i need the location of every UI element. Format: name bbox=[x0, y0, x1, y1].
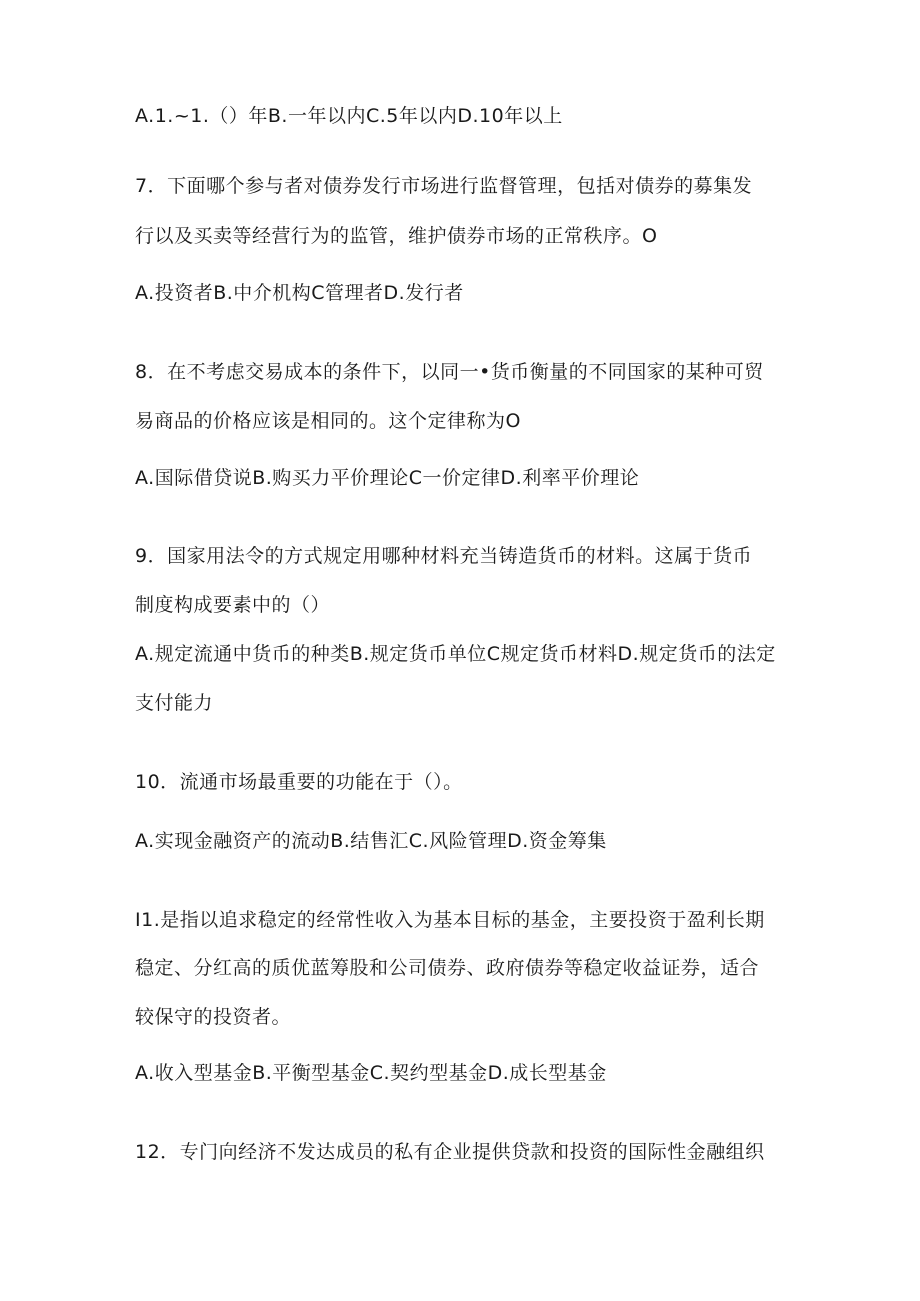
option-line-q7: A.投资者B.中介机构C管理者D.发行者 bbox=[135, 282, 464, 304]
option-line-q9: A.规定流通中货币的种类B.规定货币单位C规定货币材料D.规定货币的法定 bbox=[135, 643, 776, 665]
question-7-line-1: 7．下面哪个参与者对债券发行市场进行监督管理，包括对债券的募集发 bbox=[135, 175, 753, 197]
question-12-line-1: 12．专门向经济不发达成员的私有企业提供贷款和投资的国际性金融组织 bbox=[135, 1141, 765, 1163]
question-11-line-1: I1.是指以追求稳定的经常性收入为基本目标的基金，主要投资于盈利长期 bbox=[135, 909, 765, 931]
question-8-line-1: 8．在不考虑交易成本的条件下，以同一•货币衡量的不同国家的某种可贸 bbox=[135, 361, 764, 383]
question-11-line-2: 稳定、分红高的质优蓝筹股和公司债券、政府债券等稳定收益证券，适合 bbox=[135, 957, 760, 979]
option-line-q6: A.1.~1.（）年B.一年以内C.5年以内D.10年以上 bbox=[135, 105, 563, 127]
option-line-q11: A.收入型基金B.平衡型基金C.契约型基金D.成长型基金 bbox=[135, 1062, 607, 1084]
option-line-q10: A.实现金融资产的流动B.结售汇C.风险管理D.资金筹集 bbox=[135, 830, 607, 852]
question-9-line-1: 9．国家用法令的方式规定用哪种材料充当铸造货币的材料。这属于货币 bbox=[135, 545, 753, 567]
question-10-line-1: 10．流通市场最重要的功能在于（）。 bbox=[135, 771, 463, 793]
option-line-q8: A.国际借贷说B.购买力平价理论C一价定律D.利率平价理论 bbox=[135, 467, 640, 489]
question-11-line-3: 较保守的投资者。 bbox=[135, 1006, 292, 1028]
question-9-line-2: 制度构成要素中的（） bbox=[135, 594, 331, 616]
option-line-q9-cont: 支付能力 bbox=[135, 692, 214, 714]
question-8-line-2: 易商品的价格应该是相同的。这个定律称为O bbox=[135, 410, 521, 432]
question-7-line-2: 行以及买卖等经营行为的监管，维护债券市场的正常秩序。O bbox=[135, 225, 658, 247]
